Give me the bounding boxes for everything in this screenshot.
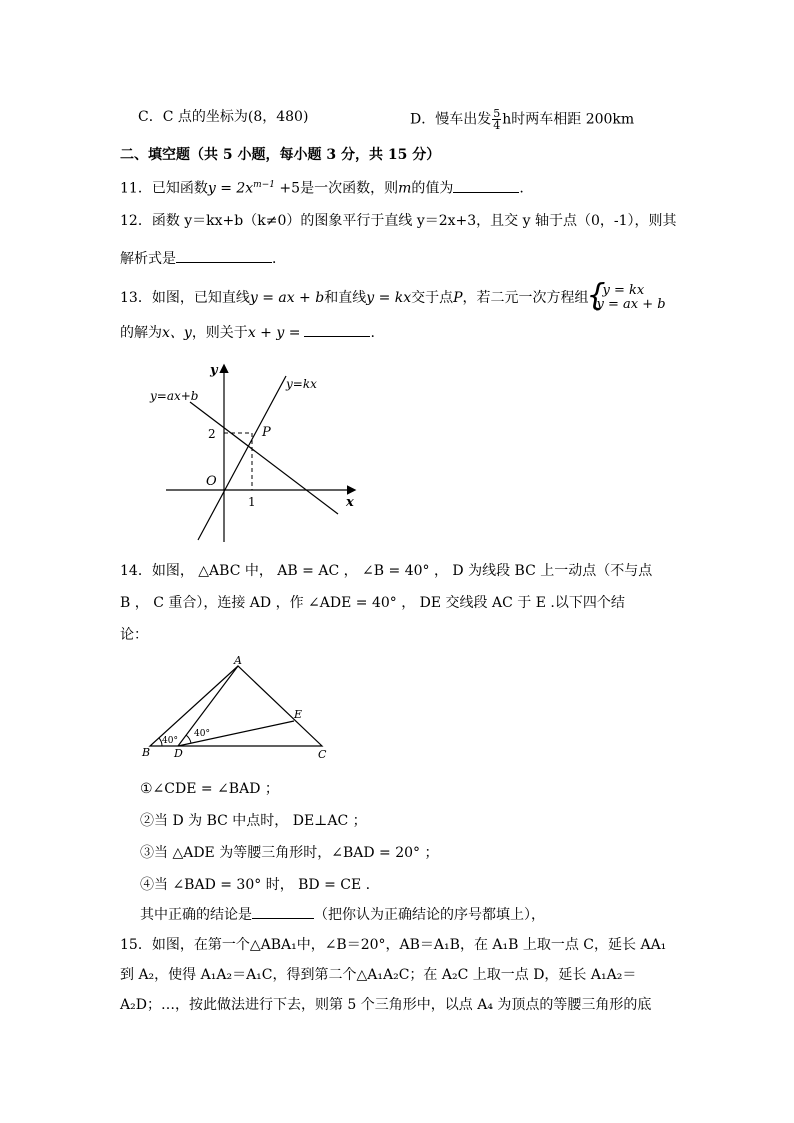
question-12-line1: 12．函数 y＝kx+b（k≠0）的图象平行于直线 y＝2x+3，且交 y 轴于点（0，-1），则其 (120, 213, 677, 229)
vertex-c-label: C (318, 748, 327, 761)
q13-line2-prefix: 的解为 (120, 325, 162, 341)
question-14-line3: 论： (120, 627, 148, 643)
vertex-e-label: E (294, 708, 303, 721)
answer-blank[interactable] (304, 322, 370, 337)
option-d-suffix: h时两车相距 200km (502, 111, 635, 128)
line-ax-b-label: y=ax+b (150, 389, 199, 403)
q13-prefix: 13．如图，已知直线 (120, 290, 250, 306)
q13-mid2: 交于点 (411, 290, 454, 306)
q13-point-p: P (453, 290, 463, 306)
q13-eq1: y = ax + b (249, 290, 325, 306)
question-12-line2 (120, 248, 286, 268)
q13-sum: x + y = (247, 325, 301, 341)
fraction (492, 108, 501, 131)
question-14-line1: 14．如图， △ABC 中， AB = AC ， ∠B = 40° ， D 为线段 BC 上一动点（不与点 (120, 563, 653, 579)
conclusion-1: ①∠CDE = ∠BAD ； (140, 781, 279, 797)
answer-blank[interactable] (176, 248, 272, 263)
q13-mid3: ，若二元一次方程组 (462, 290, 589, 306)
question-13-line2 (120, 322, 375, 342)
angle-arc-d (186, 735, 191, 743)
y-axis-label: y (210, 363, 218, 378)
q14-answer-suffix: （把你认为正确结论的序号都填上）， (314, 907, 545, 923)
question-13-line1 (120, 284, 666, 312)
q13-line2-mid: ，则关于 (191, 325, 248, 341)
question-15-line3: A₂D；…，按此做法进行下去，则第 5 个三角形中，以点 A₄ 为顶点的等腰三角形的底 (120, 997, 652, 1013)
figure-13-graph (140, 356, 370, 546)
option-d-prefix: D．慢车出发 (410, 111, 492, 128)
conclusion-4: ④当 ∠BAD = 30° 时， BD = CE . (140, 877, 371, 893)
question-14-answer (140, 904, 545, 924)
line-y-ax-b (190, 402, 338, 514)
q11-expr: y = 2x (207, 180, 254, 197)
vertex-a-label: A (234, 654, 242, 667)
q14-answer-prefix: 其中正确的结论是 (140, 907, 252, 923)
q11-end: . (519, 180, 524, 197)
figure-14-triangle (138, 654, 338, 764)
question-14-line2: B ， C 重合），连接 AD ，作 ∠ADE = 40° ， DE 交线段 AC 于 E .以下四个结 (120, 595, 625, 611)
system-eq1: { y = kx (602, 283, 645, 298)
option-c: C．C 点的坐标为(8，480) (138, 109, 309, 125)
question-15-line2: 到 A₂，使得 A₁A₂＝A₁C，得到第二个△A₁A₂C；在 A₂C 上取一点 D，延长 A₁A₂＝ (120, 967, 637, 983)
q11-post: 的值为 (411, 180, 454, 197)
equation-system (589, 284, 666, 312)
q12-prefix: 解析式是 (120, 251, 176, 267)
tick-label-1: 1 (248, 495, 256, 509)
tick-label-2: 2 (208, 427, 216, 441)
answer-blank[interactable] (252, 904, 314, 919)
q11-exponent: m−1 (253, 180, 275, 190)
question-15-line1: 15．如图，在第一个△ABA₁中，∠B＝20°，AB＝A₁B，在 A₁B 上取一点 C，延长 AA₁ (120, 937, 667, 953)
angle-d-label: 40° (194, 729, 210, 739)
section-heading: 二、填空题（共 5 小题，每小题 3 分，共 15 分） (120, 147, 441, 163)
q11-var: m (398, 180, 412, 197)
q12-end: ． (272, 251, 286, 267)
question-11 (120, 176, 524, 198)
point-p-label: P (262, 425, 271, 440)
line-y-kx (198, 376, 286, 540)
angle-b-label: 40° (162, 736, 178, 746)
q13-mid1: 和直线 (324, 290, 367, 306)
fraction-numerator: 5 (493, 107, 501, 120)
origin-label: O (206, 474, 217, 489)
q11-prefix: 11．已知函数 (120, 180, 208, 197)
system-eq2: y = ax + b (596, 297, 666, 312)
q11-expr-rest: +5是一次函数，则 (274, 180, 399, 197)
option-d (410, 108, 634, 131)
line-kx-label: y=kx (286, 377, 317, 391)
vertex-b-label: B (142, 746, 151, 759)
q13-xy: x、y (162, 325, 192, 341)
vertex-d-label: D (174, 747, 183, 760)
conclusion-3: ③当 △ADE 为等腰三角形时，∠BAD = 20° ； (140, 845, 439, 861)
conclusion-2: ②当 D 为 BC 中点时， DE⊥AC ； (140, 813, 367, 829)
q13-eq2: y = kx (366, 290, 412, 306)
x-axis-label: x (346, 495, 354, 510)
fraction-denominator: 4 (493, 119, 501, 132)
answer-blank[interactable] (453, 178, 519, 193)
q13-end: . (370, 325, 375, 341)
